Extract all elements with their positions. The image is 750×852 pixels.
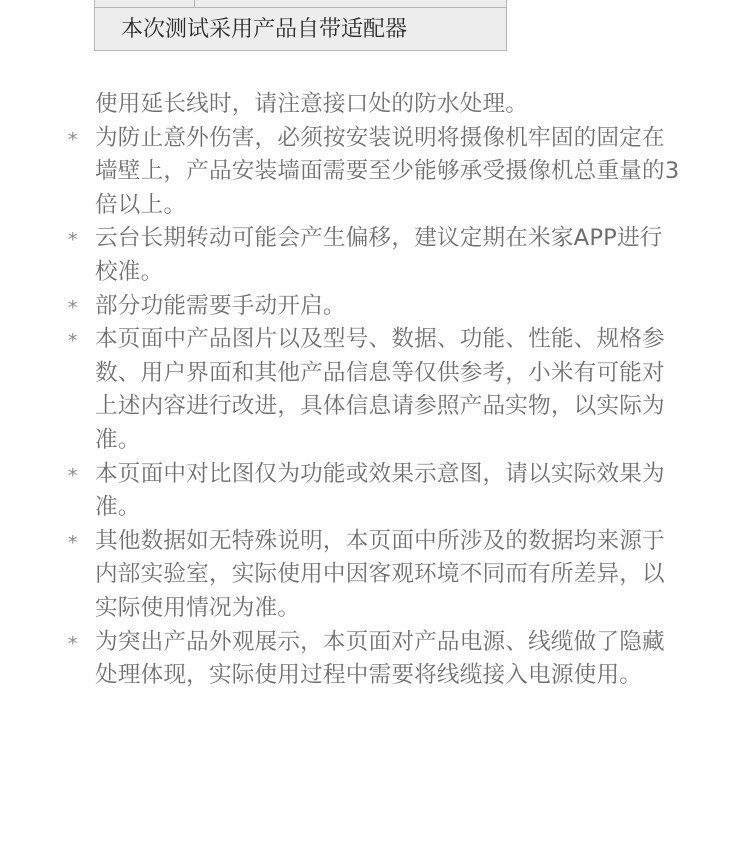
note-text: 为突出产品外观展示，本页面对产品电源、线缆做了隐藏处理体现，实际使用过程中需要将线缆接入电源使用。 <box>95 628 665 689</box>
bullet-asterisk: * <box>68 330 78 353</box>
note-item <box>64 122 684 223</box>
note-text: 使用延长线时，请注意接口处的防水处理。 <box>95 91 529 117</box>
note-item <box>64 525 684 626</box>
note-text: 本页面中产品图片以及型号、数据、功能、性能、规格参数、用户界面和其他产品信息等仅供参考，小米有可能对上述内容进行改进，具体信息请参照产品实物，以实际为准。 <box>95 326 665 453</box>
bullet-asterisk: * <box>68 464 78 487</box>
spec-table-fragment <box>94 0 507 51</box>
note-item <box>64 458 684 525</box>
note-item <box>64 222 684 289</box>
note-item <box>64 88 684 122</box>
note-item <box>64 626 684 693</box>
bullet-asterisk: * <box>68 296 78 319</box>
note-text: 为防止意外伤害，必须按安装说明将摄像机牢固的固定在墙壁上，产品安装墙面需要至少能够承受摄像机总重量的3倍以上。 <box>95 124 680 218</box>
note-item <box>64 290 684 324</box>
bullet-asterisk: * <box>68 632 78 655</box>
note-text: 云台长期转动可能会产生偏移，建议定期在米家APP进行校准。 <box>95 225 663 285</box>
table-cell-adapter-note: 本次测试采用产品自带适配器 <box>121 17 408 42</box>
notes-list <box>64 88 684 693</box>
bullet-asterisk: * <box>68 229 78 252</box>
note-text: 本页面中对比图仅为功能或效果示意图，请以实际效果为准。 <box>95 460 665 521</box>
note-text: 部分功能需要手动开启。 <box>95 292 346 319</box>
table-top-row <box>95 0 506 8</box>
table-column-divider <box>194 0 195 8</box>
bullet-asterisk: * <box>68 128 78 151</box>
bullet-asterisk: * <box>68 531 78 554</box>
note-item <box>64 323 684 457</box>
note-text: 其他数据如无特殊说明，本页面中所涉及的数据均来源于内部实验室，实际使用中因客观环境不同而有所差异，以实际使用情况为准。 <box>95 527 665 621</box>
